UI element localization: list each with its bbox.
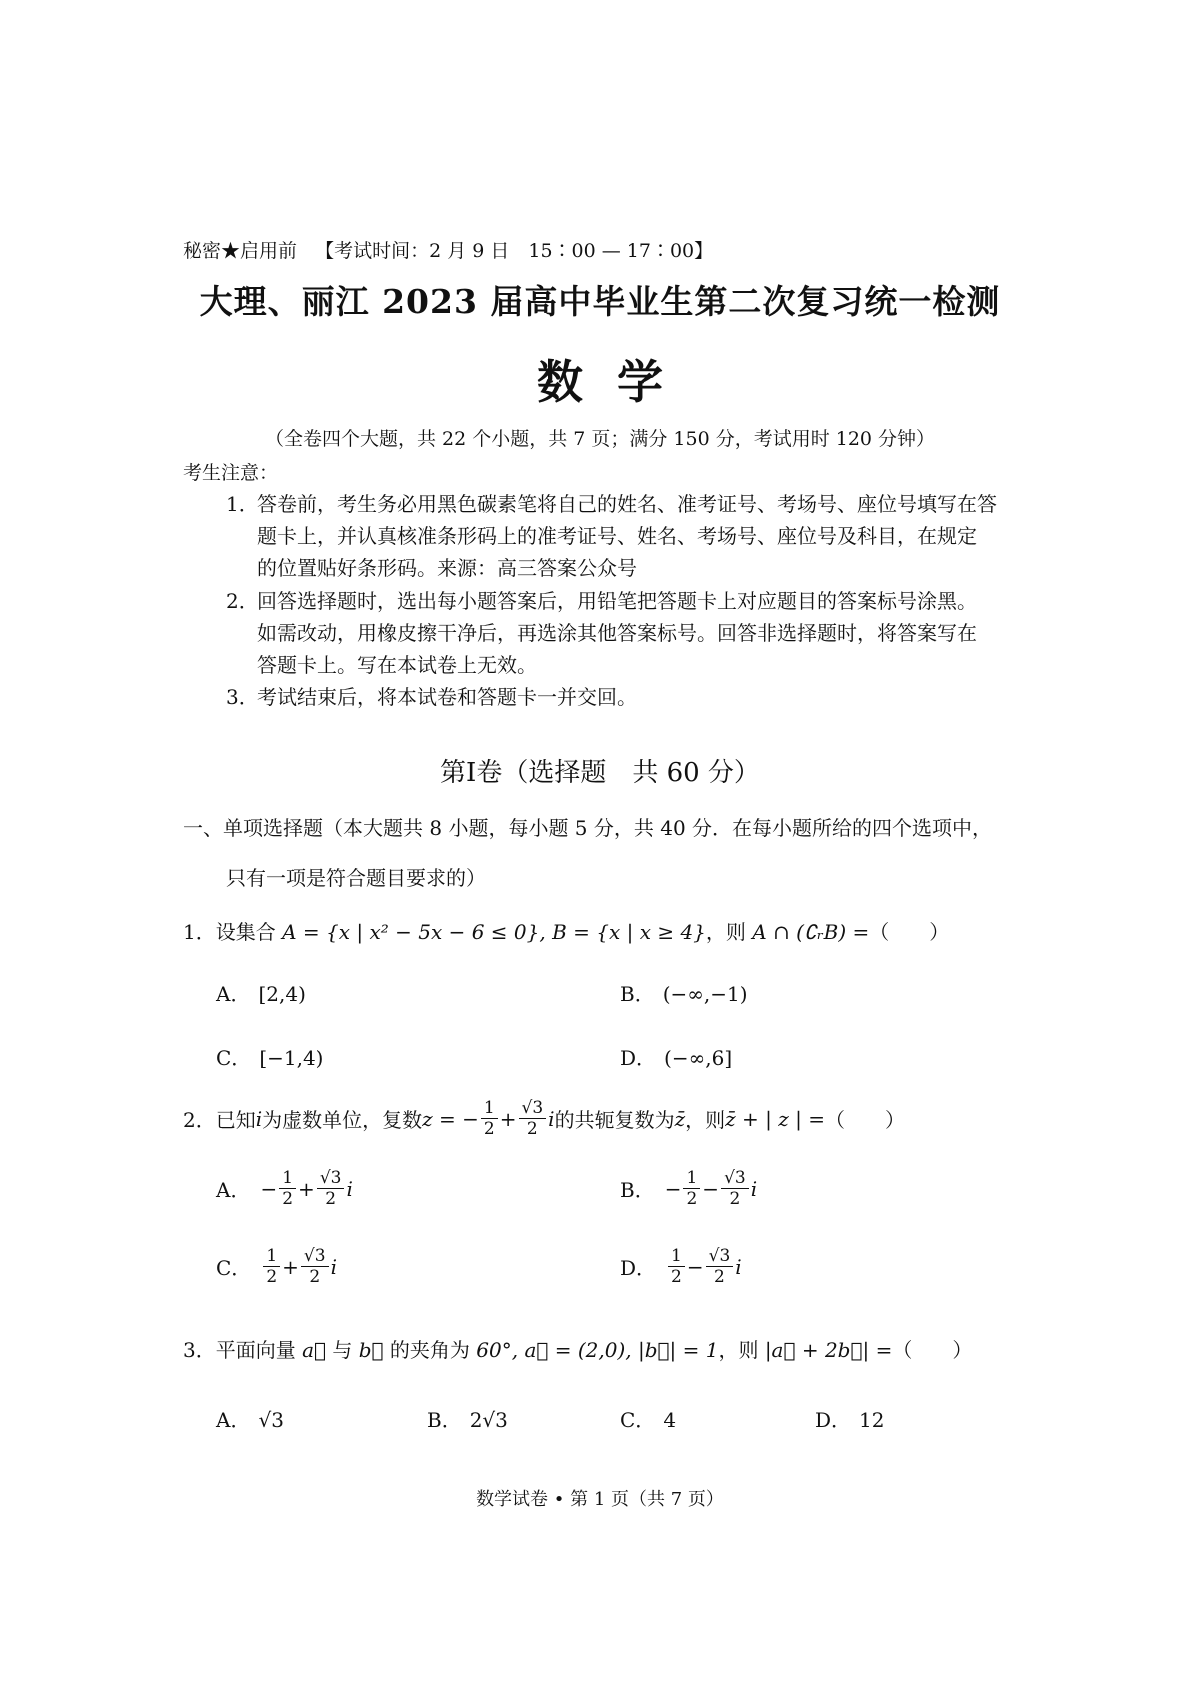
option-c — [216, 1246, 337, 1287]
option-label: D． — [620, 1046, 657, 1070]
page-footer: 数学试卷 • 第 1 页（共 7 页） — [476, 1489, 724, 1510]
question-math: z̄ + | z | = — [725, 1106, 825, 1131]
question-math: A = {x | x² − 5x − 6 ≤ 0}, B = {x | x ≥ 4} — [282, 920, 706, 944]
exam-scope: （全卷四个大题，共 22 个小题，共 7 页；满分 150 分，考试用时 120 分钟） — [264, 428, 936, 450]
numerator: √3 — [721, 1168, 749, 1189]
z-eq: z = − — [422, 1106, 479, 1131]
fraction — [263, 1246, 280, 1287]
option-text: 4 — [663, 1408, 677, 1432]
option-a — [216, 978, 306, 1007]
question-3 — [183, 1334, 972, 1363]
notice-num: 1． — [226, 492, 259, 516]
numerator: √3 — [301, 1246, 329, 1267]
notice-line: 考试结束后，将本试卷和答题卡一并交回。 — [257, 685, 637, 709]
option-d — [815, 1404, 885, 1433]
fraction — [481, 1098, 498, 1139]
question-2 — [183, 1098, 905, 1139]
imag-unit: i — [548, 1106, 555, 1131]
option-label: A． — [216, 1178, 251, 1202]
denominator: 2 — [483, 1119, 495, 1139]
notice-num: 3． — [226, 685, 259, 709]
numerator: 1 — [481, 1098, 498, 1119]
notice-item-3 — [226, 681, 637, 713]
option-d — [620, 1246, 742, 1287]
imag-unit: i — [346, 1176, 353, 1201]
question-stem: 设集合 — [215, 920, 283, 944]
option-b — [620, 978, 748, 1007]
denominator: 2 — [526, 1119, 538, 1139]
question-stem: 为虚数单位，复数 — [262, 1108, 423, 1132]
option-a — [216, 1404, 284, 1433]
vector-b: b⃗ — [358, 1338, 384, 1362]
imag-unit: i — [750, 1176, 758, 1201]
fraction — [279, 1168, 296, 1209]
question-num: 3． — [183, 1338, 216, 1362]
option-label: B． — [427, 1408, 462, 1432]
question-math: |a⃗ + 2b⃗| = — [764, 1338, 893, 1362]
exam-header — [183, 236, 713, 263]
fraction — [706, 1246, 734, 1287]
notice-title: 考生注意： — [183, 462, 279, 484]
option-sign: − — [260, 1176, 278, 1201]
section1-line2: 只有一项是符合题目要求的） — [226, 866, 486, 890]
answer-paren: （ ） — [824, 1108, 905, 1132]
question-stem: ，则 — [705, 920, 753, 944]
option-label: C． — [216, 1046, 252, 1070]
answer-paren: （ ） — [869, 920, 950, 944]
denominator: 2 — [266, 1267, 278, 1287]
numerator: √3 — [317, 1168, 345, 1189]
option-label: B． — [620, 1178, 655, 1202]
section1-line1: 一、单项选择题（本大题共 8 小题，每小题 5 分，共 40 分．在每小题所给的四个选项中， — [183, 816, 993, 840]
denominator: 2 — [325, 1189, 337, 1209]
question-num: 2． — [183, 1108, 216, 1132]
option-c — [620, 1404, 676, 1433]
numerator: 1 — [668, 1246, 685, 1267]
notice-line: 如需改动，用橡皮擦干净后，再选涂其他答案标号。回答非选择题时，将答案写在 — [257, 621, 977, 645]
option-label: D． — [815, 1408, 852, 1432]
question-stem: ，则 — [718, 1338, 765, 1362]
numerator: 1 — [279, 1168, 296, 1189]
question-stem: 的夹角为 — [383, 1338, 477, 1362]
option-label: A． — [216, 1408, 251, 1432]
question-math: A ∩ (∁ᵣB) = — [752, 920, 870, 944]
exam-title: 大理、丽江 2023 届高中毕业生第二次复习统一检测 — [199, 282, 1001, 321]
option-d — [620, 1042, 732, 1071]
denominator: 2 — [714, 1267, 725, 1287]
numerator: 1 — [683, 1168, 700, 1189]
option-c — [216, 1042, 323, 1071]
notice-num: 2． — [226, 589, 259, 613]
numerator: 1 — [263, 1246, 280, 1267]
option-sign: − — [664, 1176, 682, 1201]
denominator: 2 — [686, 1189, 698, 1209]
question-stem: 与 — [326, 1338, 359, 1362]
option-operator: + — [298, 1176, 315, 1201]
option-text: [2,4) — [258, 982, 306, 1006]
option-label: C． — [620, 1408, 656, 1432]
fraction — [519, 1098, 547, 1139]
exam-time: 【考试时间：2 月 9 日 15∶00 — 17∶00】 — [315, 240, 714, 262]
fraction — [301, 1246, 329, 1287]
secret-label: 秘密★启用前 — [183, 240, 298, 262]
question-stem: 平面向量 — [215, 1338, 303, 1362]
denominator: 2 — [309, 1267, 321, 1287]
option-b — [427, 1404, 508, 1433]
answer-paren: （ ） — [892, 1338, 973, 1362]
notice-line: 答题卡上。写在本试卷上无效。 — [257, 653, 537, 677]
notice-line: 答卷前，考生务必用黑色碳素笔将自己的姓名、准考证号、考场号、座位号填写在答 — [257, 492, 997, 516]
fraction — [668, 1246, 685, 1287]
fraction — [317, 1168, 345, 1209]
option-text: √3 — [258, 1408, 284, 1432]
option-label: B． — [620, 982, 655, 1006]
part1-title: 第Ⅰ卷（选择题 共 60 分） — [440, 758, 760, 788]
imag-unit: i — [735, 1254, 742, 1279]
option-b — [620, 1168, 757, 1209]
notice-item-1 — [226, 488, 997, 584]
z-conjugate: z̄ — [674, 1106, 686, 1131]
option-text: [−1,4) — [259, 1046, 324, 1070]
notice-item-2 — [226, 585, 977, 681]
option-operator: − — [686, 1254, 704, 1279]
question-stem: ，则 — [685, 1108, 726, 1132]
option-a — [216, 1168, 353, 1209]
fraction — [683, 1168, 700, 1209]
option-label: D． — [620, 1256, 657, 1280]
option-text: 12 — [859, 1408, 885, 1432]
subject-title: 数学 — [537, 355, 697, 409]
imag-unit: i — [330, 1254, 337, 1279]
numerator: √3 — [706, 1246, 734, 1267]
notice-line: 题卡上，并认真核准条形码上的准考证号、姓名、考场号、座位号及科目，在规定 — [257, 524, 977, 548]
option-label: C． — [216, 1256, 252, 1280]
imag-unit: i — [255, 1106, 263, 1131]
option-text: 2√3 — [469, 1408, 508, 1432]
numerator: √3 — [519, 1098, 547, 1119]
question-num: 1． — [183, 920, 216, 944]
question-1 — [183, 916, 949, 945]
denominator: 2 — [729, 1189, 741, 1209]
denominator: 2 — [671, 1267, 682, 1287]
plus-sign: + — [499, 1106, 517, 1131]
option-text: (−∞,6] — [664, 1046, 733, 1070]
option-operator: + — [282, 1254, 299, 1279]
notice-line: 的位置贴好条形码。来源：高三答案公众号 — [257, 556, 637, 580]
question-math: 60°, a⃗ = (2,0), |b⃗| = 1 — [476, 1338, 719, 1362]
fraction — [721, 1168, 749, 1209]
option-text: (−∞,−1) — [662, 982, 748, 1006]
question-stem: 的共轭复数为 — [554, 1108, 675, 1132]
question-stem: 已知 — [215, 1108, 256, 1132]
notice-line: 回答选择题时，选出每小题答案后，用铅笔把答题卡上对应题目的答案标号涂黑。 — [257, 589, 977, 613]
option-operator: − — [702, 1176, 720, 1201]
vector-a: a⃗ — [302, 1338, 327, 1362]
denominator: 2 — [282, 1189, 294, 1209]
option-label: A． — [216, 982, 251, 1006]
